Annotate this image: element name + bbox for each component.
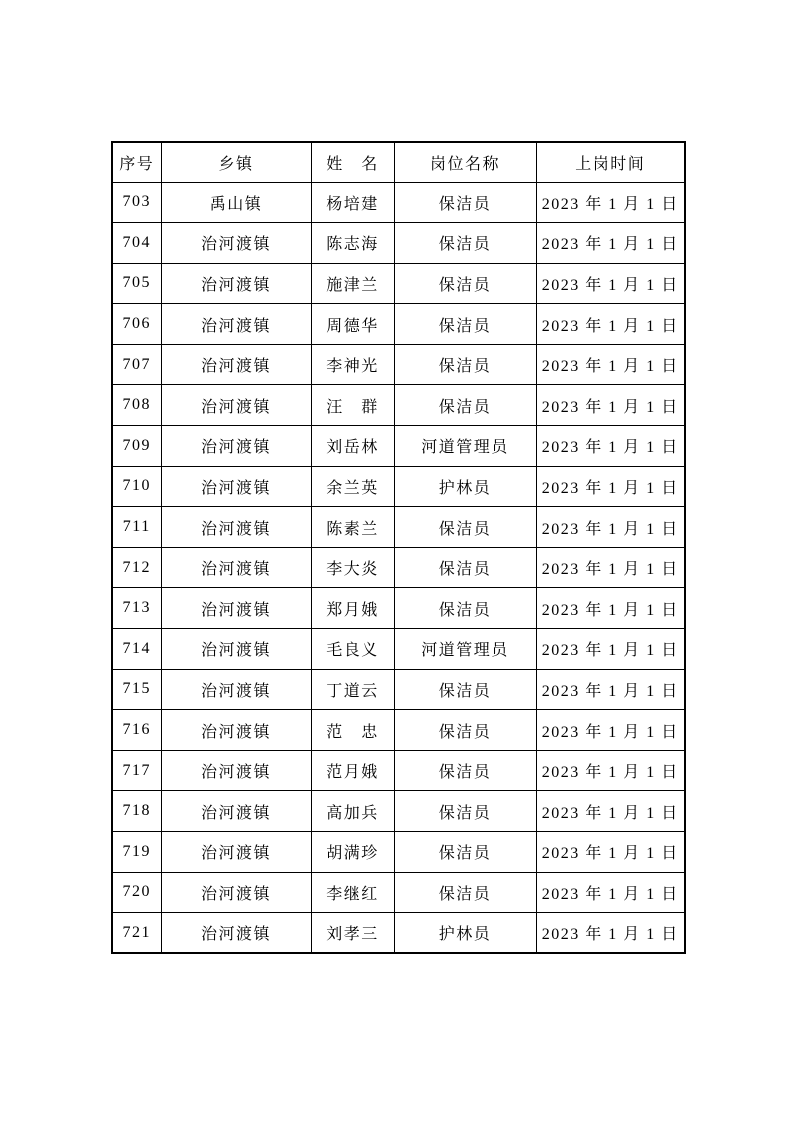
table-row [112,629,685,670]
cell-township: 治河渡镇 [161,588,311,629]
cell-no: 711 [112,507,161,548]
cell-no: 721 [112,913,161,954]
cell-name: 高加兵 [311,791,394,832]
cell-position: 保洁员 [394,263,536,304]
column-header-start-date: 上岗时间 [536,142,685,182]
cell-position: 河道管理员 [394,629,536,670]
cell-township: 治河渡镇 [161,385,311,426]
cell-name: 余兰英 [311,466,394,507]
cell-township: 治河渡镇 [161,791,311,832]
cell-position: 护林员 [394,913,536,954]
cell-township: 治河渡镇 [161,669,311,710]
cell-position: 护林员 [394,466,536,507]
cell-township: 治河渡镇 [161,263,311,304]
cell-position: 保洁员 [394,385,536,426]
cell-no: 717 [112,750,161,791]
cell-position: 保洁员 [394,588,536,629]
table-row [112,344,685,385]
cell-no: 720 [112,872,161,913]
cell-township: 治河渡镇 [161,426,311,467]
table-row [112,669,685,710]
cell-name: 毛良义 [311,629,394,670]
column-header-township: 乡镇 [161,142,311,182]
cell-position: 保洁员 [394,182,536,223]
cell-no: 705 [112,263,161,304]
cell-start-date: 2023 年 1 月 1 日 [536,791,685,832]
table-body [112,182,685,953]
cell-no: 703 [112,182,161,223]
cell-position: 保洁员 [394,669,536,710]
table-header-row [112,142,685,182]
cell-start-date: 2023 年 1 月 1 日 [536,588,685,629]
cell-name: 李大炎 [311,547,394,588]
cell-position: 保洁员 [394,832,536,873]
cell-no: 719 [112,832,161,873]
cell-name: 杨培建 [311,182,394,223]
table-row [112,304,685,345]
table-row [112,791,685,832]
personnel-roster-table [111,141,686,954]
table-row [112,223,685,264]
cell-name: 施津兰 [311,263,394,304]
cell-start-date: 2023 年 1 月 1 日 [536,629,685,670]
cell-name: 李继红 [311,872,394,913]
cell-township: 治河渡镇 [161,750,311,791]
cell-name: 李神光 [311,344,394,385]
cell-no: 713 [112,588,161,629]
cell-no: 706 [112,304,161,345]
table-row [112,913,685,954]
cell-start-date: 2023 年 1 月 1 日 [536,304,685,345]
cell-no: 709 [112,426,161,467]
cell-start-date: 2023 年 1 月 1 日 [536,547,685,588]
cell-no: 712 [112,547,161,588]
cell-township: 治河渡镇 [161,832,311,873]
cell-township: 治河渡镇 [161,466,311,507]
column-header-no: 序号 [112,142,161,182]
cell-name: 胡满珍 [311,832,394,873]
cell-position: 保洁员 [394,547,536,588]
cell-name: 刘岳林 [311,426,394,467]
cell-position: 保洁员 [394,344,536,385]
cell-no: 707 [112,344,161,385]
cell-start-date: 2023 年 1 月 1 日 [536,182,685,223]
table-row [112,263,685,304]
cell-position: 保洁员 [394,304,536,345]
table-row [112,547,685,588]
cell-start-date: 2023 年 1 月 1 日 [536,344,685,385]
cell-township: 治河渡镇 [161,223,311,264]
cell-name: 周德华 [311,304,394,345]
cell-no: 710 [112,466,161,507]
column-header-name: 姓 名 [311,142,394,182]
cell-start-date: 2023 年 1 月 1 日 [536,223,685,264]
cell-position: 河道管理员 [394,426,536,467]
cell-position: 保洁员 [394,507,536,548]
table-row [112,385,685,426]
cell-township: 禹山镇 [161,182,311,223]
cell-name: 郑月娥 [311,588,394,629]
cell-township: 治河渡镇 [161,304,311,345]
cell-name: 范月娥 [311,750,394,791]
cell-start-date: 2023 年 1 月 1 日 [536,669,685,710]
cell-start-date: 2023 年 1 月 1 日 [536,872,685,913]
cell-start-date: 2023 年 1 月 1 日 [536,710,685,751]
cell-position: 保洁员 [394,223,536,264]
cell-township: 治河渡镇 [161,344,311,385]
cell-name: 范 忠 [311,710,394,751]
table-row [112,710,685,751]
cell-no: 716 [112,710,161,751]
cell-township: 治河渡镇 [161,547,311,588]
cell-start-date: 2023 年 1 月 1 日 [536,832,685,873]
cell-name: 汪 群 [311,385,394,426]
cell-no: 708 [112,385,161,426]
cell-no: 715 [112,669,161,710]
table-header [112,142,685,182]
cell-start-date: 2023 年 1 月 1 日 [536,263,685,304]
cell-no: 714 [112,629,161,670]
cell-start-date: 2023 年 1 月 1 日 [536,426,685,467]
cell-name: 刘孝三 [311,913,394,954]
cell-start-date: 2023 年 1 月 1 日 [536,507,685,548]
table-row [112,507,685,548]
cell-start-date: 2023 年 1 月 1 日 [536,913,685,954]
table-row [112,426,685,467]
cell-township: 治河渡镇 [161,872,311,913]
table-row [112,182,685,223]
column-header-position: 岗位名称 [394,142,536,182]
cell-no: 704 [112,223,161,264]
cell-start-date: 2023 年 1 月 1 日 [536,750,685,791]
table-row [112,832,685,873]
cell-name: 陈志海 [311,223,394,264]
cell-township: 治河渡镇 [161,507,311,548]
cell-no: 718 [112,791,161,832]
cell-name: 丁道云 [311,669,394,710]
cell-position: 保洁员 [394,750,536,791]
cell-township: 治河渡镇 [161,629,311,670]
cell-name: 陈素兰 [311,507,394,548]
table-row [112,588,685,629]
table-row [112,872,685,913]
cell-position: 保洁员 [394,791,536,832]
cell-position: 保洁员 [394,872,536,913]
table-row [112,466,685,507]
cell-position: 保洁员 [394,710,536,751]
cell-township: 治河渡镇 [161,710,311,751]
cell-start-date: 2023 年 1 月 1 日 [536,385,685,426]
table-row [112,750,685,791]
cell-township: 治河渡镇 [161,913,311,954]
cell-start-date: 2023 年 1 月 1 日 [536,466,685,507]
